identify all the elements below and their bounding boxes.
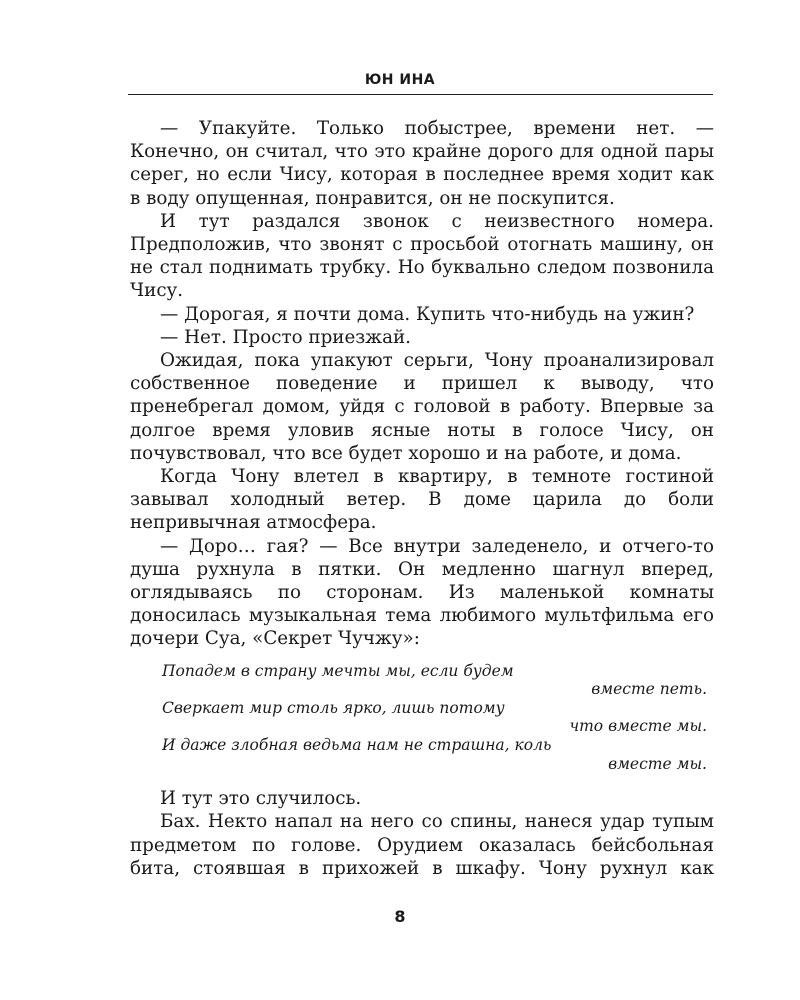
paragraph: — Упакуйте. Только побыстрее, времени нет. — Конечно, он считал, что это крайне дорого для одной пары серег, но если Чису, которая в последнее время ходит как в воду опущенная, понравится, он не поскупится. xyxy=(130,118,714,209)
verse-line-continuation: вместе мы. xyxy=(608,754,707,773)
paragraph: И тут это случилось. xyxy=(160,788,362,810)
verse-line-continuation: что вместе мы. xyxy=(569,717,707,736)
paragraph: И тут раздался звонок с неизвестного номера. Предположив, что звонят с просьбой отогнать машину, он не стал поднимать трубку. Но буквально следом позвонила Чису. xyxy=(130,210,714,302)
header-rule xyxy=(128,94,713,95)
verse-line: И даже злобная ведьма нам не страшна, коль xyxy=(162,736,552,755)
paragraph: Когда Чону влетел в квартиру, в темноте гостиной завывал холодный ветер. В доме царила до боли непривычная атмосфера. xyxy=(130,466,714,534)
paragraph: Бах. Некто напал на него со спины, нанеся удар тупым предметом по голове. Орудием оказалась бейсбольная бита, стоявшая в прихожей в шкафу. Чону рухнул как xyxy=(130,811,714,879)
paragraph: Ожидая, пока упакуют серьги, Чону проанализировал собственное поведение и пришел к выводу, что пренебрегал домом, уйдя с головой в работу. Впервые за долгое время уловив ясные ноты в голосе Чису, он почувствовал, что все будет хорошо и на работе, и дома. xyxy=(130,350,714,464)
song-verse xyxy=(162,662,707,774)
verse-line: Сверкает мир столь ярко, лишь потому xyxy=(162,698,505,717)
verse-line-continuation: вместе петь. xyxy=(591,680,707,699)
running-title: ЮН ИНА xyxy=(364,72,436,88)
paragraph: — Доро… гая? — Все внутри заледенело, и отчего-то душа рухнула в пятки. Он медленно шагнул вперед, оглядываясь по сторонам. Из маленькой комнаты доносилась музыкальная тема любимого мультфильма его дочери Суа, «Секрет Чучжу»: xyxy=(130,535,714,650)
paragraph: — Дорогая, я почти дома. Купить что-нибудь на ужин? xyxy=(160,303,695,325)
body-text xyxy=(130,117,714,880)
page-number: 8 xyxy=(394,907,406,926)
verse-line: Попадем в страну мечты мы, если будем xyxy=(162,661,514,680)
paragraph: — Нет. Просто приезжай. xyxy=(160,326,411,348)
